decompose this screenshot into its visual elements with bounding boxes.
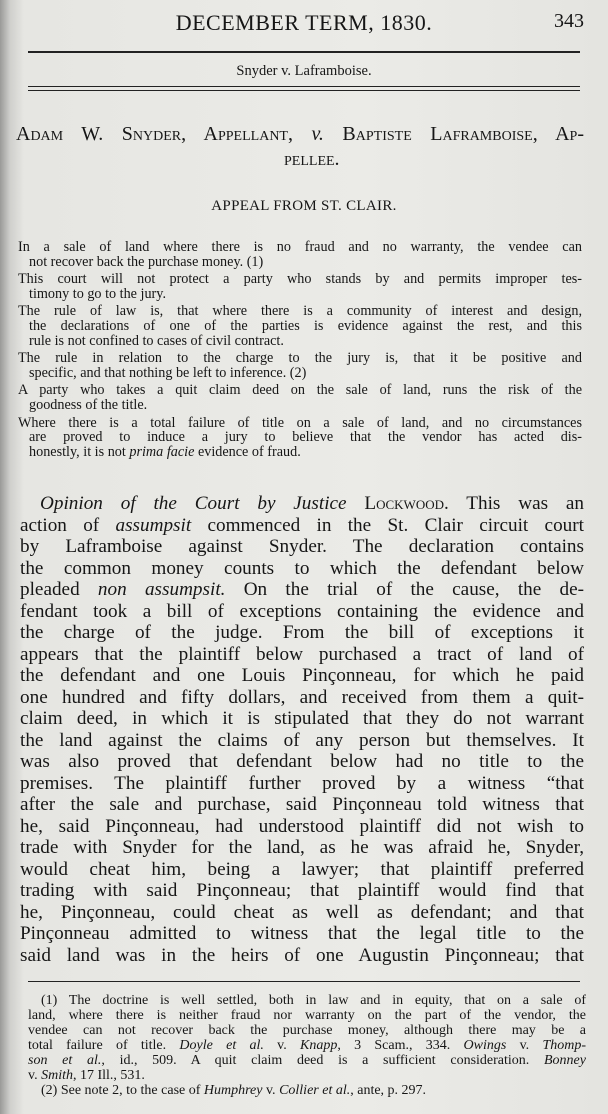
- text-line: [20, 536, 584, 558]
- headnote: [18, 416, 582, 460]
- text-line: [18, 272, 582, 287]
- text-line: [20, 558, 584, 580]
- text-line: [29, 334, 582, 349]
- text-segment: v.: [262, 1083, 280, 1098]
- text-segment: , ante, p. 297.: [350, 1083, 427, 1098]
- text-segment: one hundred and fifty dollars, and received from them a quit-: [20, 686, 584, 708]
- text-segment: Doyle et al.: [179, 1038, 264, 1053]
- page-number: 343: [554, 10, 584, 32]
- appeal-heading: APPEAL FROM ST. CLAIR.: [211, 198, 397, 214]
- text-segment: not recover back the purchase money. (1): [29, 254, 264, 270]
- text-line: [20, 708, 584, 730]
- opinion-body: [20, 493, 584, 966]
- text-segment: , id., 509. A quit claim deed is a sufficient consideration.: [101, 1053, 544, 1068]
- text-segment: Adam W. Snyder, Appellant,: [16, 123, 312, 145]
- text-line: [20, 644, 584, 666]
- text-line: [20, 665, 584, 687]
- text-line: [20, 687, 584, 709]
- headnote: [18, 272, 582, 301]
- headnote: [18, 240, 582, 269]
- text-line: [20, 751, 584, 773]
- text-segment: Owings: [463, 1038, 507, 1053]
- text-line: [20, 837, 584, 859]
- text-segment: goodness of the title.: [29, 397, 148, 413]
- text-segment: non assumpsit.: [97, 579, 226, 600]
- text-segment: Knapp: [300, 1038, 338, 1053]
- text-line: [20, 773, 584, 795]
- text-line: [20, 622, 584, 644]
- text-segment: was also proved that defendant below had no title to the: [20, 751, 584, 772]
- text-segment: rule is not confined to cases of civil contract.: [29, 333, 284, 349]
- text-line: [28, 1053, 586, 1068]
- text-segment: Opinion of the Court by Justice: [40, 493, 365, 514]
- text-line: [28, 1038, 586, 1053]
- text-segment: he, Pinçonneau, could cheat as well as defendant; and that: [20, 901, 584, 923]
- header-rule: [28, 51, 580, 53]
- text-segment: The rule of law is, that where there is a community of interest and design,: [18, 304, 582, 319]
- text-segment: premises. The plaintiff further proved by a witness “that: [20, 772, 584, 794]
- text-line: [20, 816, 584, 838]
- text-line: [29, 366, 582, 381]
- text-line: [28, 1068, 586, 1083]
- text-segment: This was an: [448, 493, 584, 514]
- text-line: [20, 730, 584, 752]
- text-segment: v.: [263, 1038, 300, 1053]
- text-line: [16, 123, 584, 148]
- text-segment: the declarations of one of the parties is evidence against the rest, and this: [29, 318, 582, 334]
- text-segment: evidence of fraud.: [194, 444, 301, 460]
- headnote: [18, 351, 582, 380]
- footnotes: [28, 993, 586, 1098]
- headnote: [18, 383, 582, 412]
- running-head: Snyder v. Laframboise.: [236, 63, 372, 79]
- running-head-rule-bottom: [28, 90, 580, 91]
- text-line: [20, 859, 584, 881]
- text-line: [20, 923, 584, 945]
- text-line: [41, 1083, 586, 1098]
- text-segment: land, where there is neither fraud nor warranty on the part of the vendor, the: [28, 1008, 586, 1023]
- text-segment: The rule in relation to the charge to the jury is, that it be positive and: [18, 351, 582, 366]
- text-segment: A party who takes a quit claim deed on the sale of land, runs the risk of the: [18, 383, 582, 398]
- text-segment: claim deed, in which it is stipulated that they do not warrant: [20, 708, 584, 729]
- headnotes: [18, 240, 582, 462]
- text-segment: v.: [311, 123, 324, 145]
- text-line: [41, 993, 586, 1008]
- text-segment: he, said Pinçonneau, had understood plaintiff did not wish to: [20, 815, 584, 837]
- text-line: [20, 902, 584, 924]
- page-header-title: DECEMBER TERM, 1830.: [175, 10, 433, 35]
- case-title: [16, 123, 584, 173]
- text-line: [29, 398, 582, 413]
- text-segment: Where there is a total failure of title on a sale of land, and no circumstances: [18, 415, 582, 431]
- text-segment: Pinçonneau admitted to witness that the legal title to the: [20, 923, 584, 944]
- text-segment: appears that the plaintiff below purchased a tract of land of: [20, 643, 584, 665]
- text-line: [20, 794, 584, 816]
- text-segment: after the sale and purchase, said Pinçonneau told witness that: [20, 794, 584, 815]
- text-line: [20, 515, 584, 537]
- running-head-rule-top: [28, 86, 580, 87]
- text-segment: the common money counts to which the defendant below: [20, 557, 584, 579]
- text-segment: would cheat him, being a lawyer; that plaintiff preferred: [20, 858, 584, 880]
- text-segment: Baptiste Laframboise, Ap-: [323, 123, 584, 145]
- text-segment: total failure of title.: [28, 1038, 180, 1053]
- text-segment: In a sale of land where there is no fraud and no warranty, the vendee can: [18, 240, 582, 255]
- text-segment: the defendant and one Louis Pinçonneau, for which he paid: [20, 665, 584, 686]
- text-segment: (1) The doctrine is well settled, both in law and in equity, that on a sale of: [41, 993, 586, 1008]
- text-segment: are proved to induce a jury to believe that the vendor has acted dis-: [29, 430, 582, 445]
- text-segment: Lockwood.: [364, 493, 449, 514]
- text-line: [29, 430, 582, 445]
- text-segment: v.: [28, 1068, 42, 1083]
- text-line: [28, 1008, 586, 1023]
- text-line: [284, 148, 584, 173]
- text-line: [29, 319, 582, 334]
- text-segment: son et al.: [28, 1053, 102, 1068]
- text-segment: by Laframboise against Snyder. The declaration contains: [20, 536, 584, 557]
- footnote-rule: [28, 981, 580, 982]
- text-segment: Humphrey: [203, 1083, 263, 1098]
- text-line: [28, 1023, 586, 1038]
- text-segment: the land against the claims of any person but themselves. It: [20, 729, 584, 751]
- text-segment: Bonney: [544, 1053, 586, 1068]
- text-segment: trading with said Pinçonneau; that plaintiff would find that: [20, 880, 584, 901]
- text-line: [20, 945, 584, 967]
- text-segment: commenced in the St. Clair circuit court: [191, 514, 584, 536]
- text-segment: Thomp-: [542, 1038, 586, 1053]
- text-segment: assumpsit: [115, 514, 192, 536]
- text-segment: Smith: [41, 1068, 73, 1083]
- text-line: [18, 416, 582, 431]
- text-line: [29, 255, 582, 270]
- text-segment: vendee can not recover back the purchase money, although there may be a: [28, 1023, 586, 1038]
- text-segment: trade with Snyder for the land, as he was afraid he, Snyder,: [20, 837, 584, 858]
- text-line: [18, 304, 582, 319]
- text-line: [18, 240, 582, 255]
- text-segment: action of: [20, 514, 116, 536]
- text-line: [18, 351, 582, 366]
- text-segment: v.: [506, 1038, 543, 1053]
- text-segment: prima facie: [129, 444, 195, 460]
- text-segment: On the trial of the cause, the de-: [225, 579, 584, 600]
- text-line: [20, 880, 584, 902]
- text-segment: timony to go to the jury.: [29, 286, 167, 302]
- text-segment: This court will not protect a party who stands by and permits improper tes-: [18, 272, 582, 287]
- text-line: [40, 493, 584, 515]
- text-segment: pleaded: [20, 579, 98, 600]
- text-segment: specific, and that nothing be left to inference. (2): [29, 365, 307, 381]
- text-segment: the charge of the judge. From the bill of exceptions it: [20, 622, 584, 643]
- text-segment: , 3 Scam., 334.: [337, 1038, 464, 1053]
- text-line: [29, 287, 582, 302]
- text-line: [29, 445, 582, 460]
- text-line: [20, 601, 584, 623]
- text-segment: fendant took a bill of exceptions containing the evidence and: [20, 600, 584, 622]
- headnote: [18, 304, 582, 348]
- text-line: [20, 579, 584, 601]
- text-segment: honestly, it is not: [29, 444, 130, 460]
- text-segment: pellee.: [284, 148, 340, 170]
- text-segment: said land was in the heirs of one Augustin Pinçonneau; that: [20, 944, 584, 966]
- text-segment: , 17 Ill., 531.: [72, 1068, 145, 1083]
- text-segment: Collier et al.: [279, 1083, 351, 1098]
- text-line: [18, 383, 582, 398]
- text-segment: (2) See note 2, to the case of: [41, 1083, 204, 1098]
